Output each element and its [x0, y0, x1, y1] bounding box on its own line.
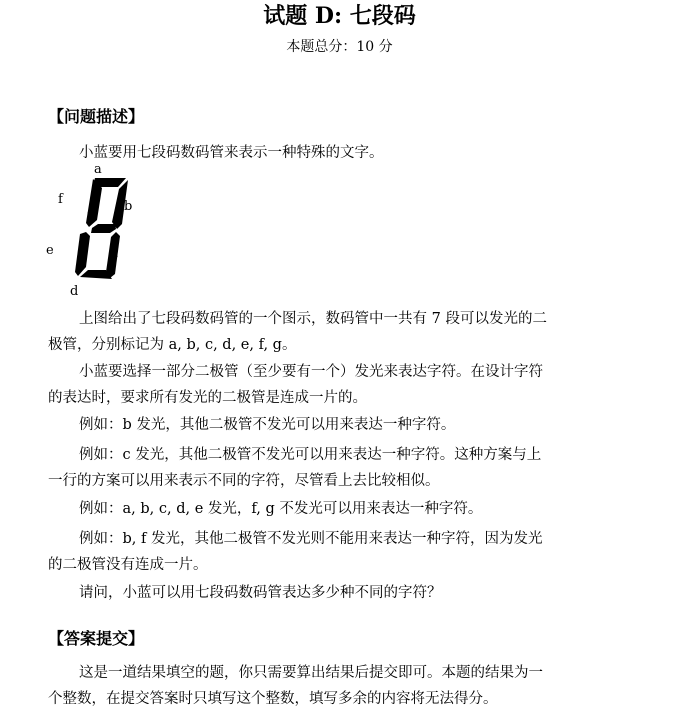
seven-segment-figure — [40, 160, 140, 300]
problem-heading: 【问题描述】 — [48, 107, 145, 126]
segment-e — [75, 232, 90, 276]
label-b: b — [124, 199, 133, 214]
label-f: f — [58, 192, 63, 207]
paragraph-4: 例如：c 发光，其他二极管不发光可以用来表达一种字符。这种方案与上 一行的方案可以用来表示不同的字符，尽管看上去比较相似。 — [48, 447, 542, 489]
answer-paragraph: 这是一道结果填空的题，你只需要算出结果后提交即可。本题的结果为一 个整数，在提交答案时只填写这个整数，填写多余的内容将无法得分。 — [48, 665, 543, 707]
answer-heading: 【答案提交】 — [48, 629, 145, 648]
label-a: a — [94, 162, 102, 177]
paragraph-1: 上图给出了七段码数码管的一个图示，数码管中一共有 7 段可以发光的二 极管，分别标记为 a, b, c, d, e, f, g。 — [48, 311, 547, 353]
segment-g — [91, 224, 116, 233]
paragraph-3: 例如：b 发光，其他二极管不发光可以用来表达一种字符。 — [79, 417, 456, 433]
paragraph-6: 例如：b, f 发光，其他二极管不发光则不能用来表达一种字符，因为发光 的二极管没有连成一片。 — [48, 531, 543, 573]
total-score: 本题总分：10 分 — [286, 39, 393, 55]
label-g: g — [87, 206, 96, 221]
page-title: 试题 D: 七段码 — [263, 3, 416, 29]
paragraph-5: 例如：a, b, c, d, e 发光，f, g 不发光可以用来表达一种字符。 — [79, 501, 483, 517]
label-c: c — [111, 247, 119, 262]
paragraph-7: 请问，小蓝可以用七段码数码管表达多少种不同的字符？ — [79, 585, 442, 601]
label-d: d — [70, 284, 79, 299]
paragraph-2: 小蓝要选择一部分二极管（至少要有一个）发光来表达字符。在设计字符 的表达时，要求所有发光的二极管是连成一片的。 — [48, 364, 543, 406]
label-e: e — [46, 243, 54, 258]
intro-line: 小蓝要用七段码数码管来表示一种特殊的文字。 — [79, 145, 384, 161]
